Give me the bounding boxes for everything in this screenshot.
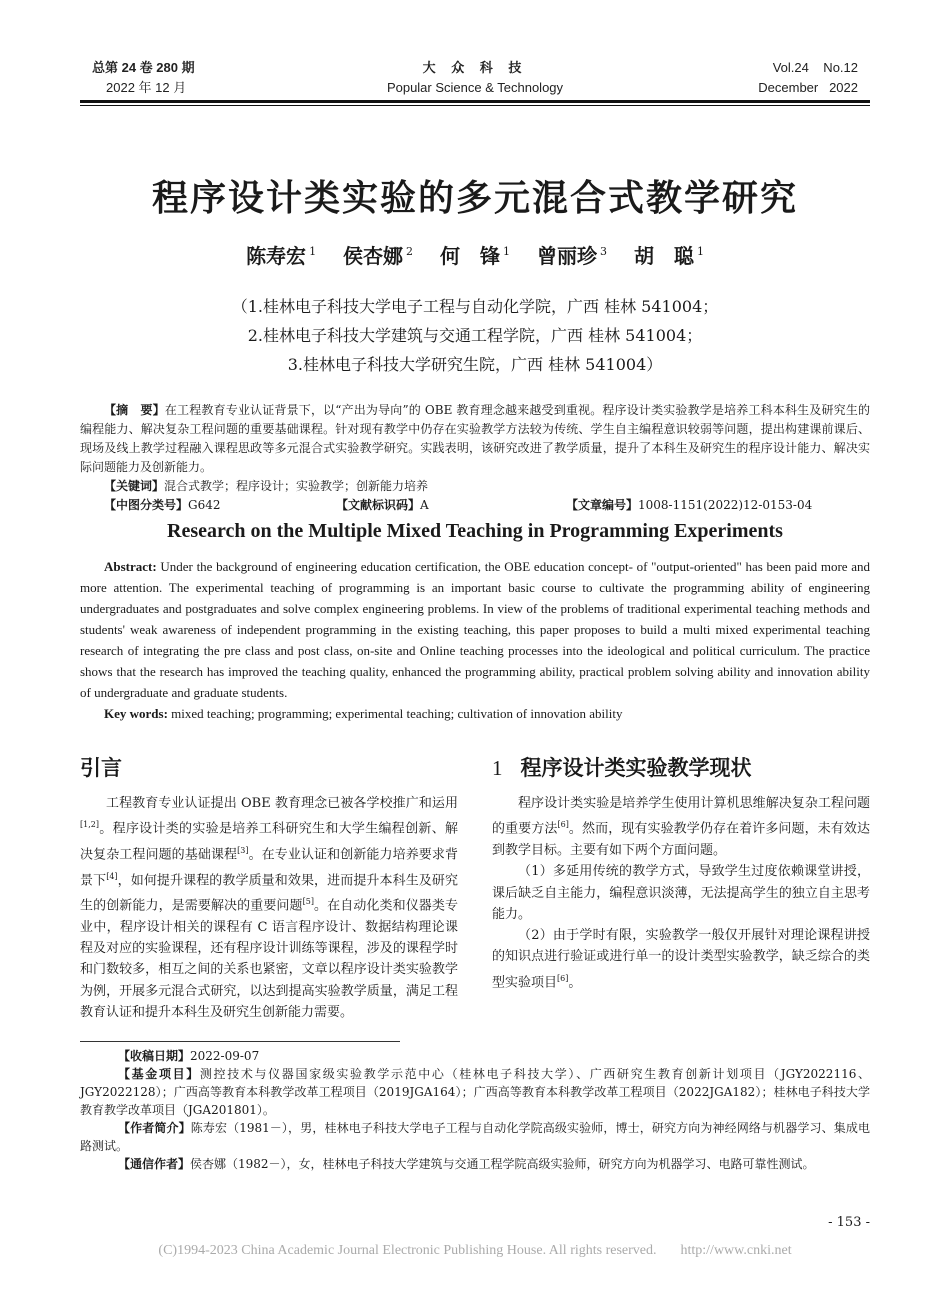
affiliation-3: 3.桂林电子科技大学研究生院，广西 桂林 541004） xyxy=(287,355,663,374)
header-issue: 总第 24 卷 280 期 xyxy=(92,60,195,75)
footnote-received: 【收稿日期】2022-09-07 xyxy=(118,1049,260,1063)
header-journal-cn: 大 众 科 技 xyxy=(422,60,528,75)
affiliations xyxy=(0,292,950,379)
section1-paragraph: （1）多延用传统的教学方式，导致学生过度依赖课堂讲授，课后缺乏自主能力，编程意识淡薄，无法提高学生的独立自主思考能力。 xyxy=(492,864,870,922)
paper-title-en: Research on the Multiple Mixed Teaching in Programming Experiments xyxy=(167,520,783,542)
column-right xyxy=(492,755,870,993)
article-no-label: 【文章编号】 xyxy=(566,498,639,512)
author-list xyxy=(0,240,950,269)
header-volume-info xyxy=(758,58,858,98)
header-volume: Vol.24 No.12 xyxy=(772,60,858,75)
paper-title: 程序设计类实验的多元混合式教学研究 xyxy=(151,178,798,219)
citation: [3] xyxy=(237,845,249,855)
page-number: - 153 - xyxy=(828,1215,870,1230)
abstract-cn-text: 在工程教育专业认证背景下，以“产出为导向”的 OBE 教育理念越来越受到重视。程序设计类实验教学是培养工科本科生及研究生的编程能力、解决复杂工程问题的重要基础课程。针对现有教学中仍存在实验教学方法较为传统、学生自主编程意识较弱等问题，提出构建课前课后、现场及线上教学过程融入课程思政等多元混合式实验教学研究。实践表明，该研究改进了教学质量，提升了本科生及研究生的程序设计能力、解决实际问题能力及创新能力。 xyxy=(80,403,870,474)
citation: [6] xyxy=(557,973,569,983)
affiliation-2: 2.桂林电子科技大学建筑与交通工程学院，广西 桂林 541004； xyxy=(247,326,703,345)
author: 曾丽珍 $^3$ xyxy=(536,244,607,268)
header-rule-thin xyxy=(80,105,870,106)
header-date-en: December 2022 xyxy=(758,80,858,95)
copyright-text: (C)1994-2023 China Academic Journal Electronic Publishing House. All rights reserved. xyxy=(158,1243,657,1258)
keywords-cn-label: 【关键词】 xyxy=(104,479,165,493)
doc-code-label: 【文献标识码】 xyxy=(336,498,421,512)
affiliation-1: （1.桂林电子科技大学电子工程与自动化学院，广西 桂林 541004； xyxy=(231,297,719,316)
keywords-en-text: mixed teaching; programming; experimental teaching; cultivation of innovation ability xyxy=(167,706,623,721)
classification-row xyxy=(80,496,870,515)
citation: [6] xyxy=(557,820,569,830)
cnki-link[interactable]: http://www.cnki.net xyxy=(680,1243,792,1258)
article-no-value: 1008-1151(2022)12-0153-04 xyxy=(638,498,813,512)
footnote-funding: 【基金项目】测控技术与仪器国家级实验教学示范中心（桂林电子科技大学）、广西研究生教育创新计划项目（JGY2022116、JGY2022128）；广西高等教育本科教学改革工程项目（2019JGA164）；广西高等教育本科教学改革工程项目（2022JGA182）；桂林电子科技大学教育教学改革项目（JGA201801）。 xyxy=(80,1067,870,1117)
citation: [5] xyxy=(302,897,314,907)
author: 陈寿宏 $^1$ xyxy=(246,244,317,268)
clc-label: 【中图分类号】 xyxy=(104,498,189,512)
clc-value: G642 xyxy=(188,498,221,512)
column-left xyxy=(80,755,458,1023)
author: 何 锋 $^1$ xyxy=(440,244,510,268)
author: 侯杏娜 $^2$ xyxy=(343,244,414,268)
footnote-author-bio: 【作者简介】陈寿宏（1981－），男，桂林电子科技大学电子工程与自动化学院高级实验师，博士，研究方向为神经网络与机器学习、集成电路测试。 xyxy=(80,1121,870,1153)
keywords-en-label: Key words: xyxy=(104,706,168,721)
doc-code-value: A xyxy=(420,498,429,512)
author: 胡 聪 $^1$ xyxy=(633,244,704,268)
section-number: 1 xyxy=(492,756,503,780)
footnotes xyxy=(80,1047,870,1173)
abstract-cn xyxy=(80,401,870,515)
citation: [1,2] xyxy=(80,820,99,830)
header-date-cn: 2022 年 12 月 xyxy=(106,80,187,95)
abstract-en-text: Under the background of engineering education certification, the OBE education concept- of "output-oriented" has been paid more and more attention. The experimental teaching of programming is an important basic course to cultivate the programming ability of engineering undergraduates and postgraduates and solve complex engineering problems. In view of the problems of traditional experimental teaching methods and students' weak awareness of independent programming in the existing teaching, this paper proposes to build a multi mixed experimental teaching research of integrating the pre class and post class, on-site and Online teaching processes into the ideological and political curriculum. The practice shows that the research has improved the teaching quality, enhanced the programming ability, practical problem solving ability and innovation ability of undergraduate and graduate students. xyxy=(80,559,874,700)
section1-paragraph: 程序设计类实验是培养学生使用计算机思维解决复杂工程问题的重要方法[6]。然而，现有实验教学仍存在着许多问题，未有效达到教学目标。主要有如下两个方面问题。 xyxy=(492,796,870,858)
footnote-corresponding-author: 【通信作者】侯杏娜（1982－），女，桂林电子科技大学建筑与交通工程学院高级实验师，研究方向为机器学习、电路可靠性测试。 xyxy=(118,1157,815,1171)
section-heading-1: 1 程序设计类实验教学现状 xyxy=(492,756,752,780)
keywords-cn-text: 混合式教学；程序设计；实验教学；创新能力培养 xyxy=(164,479,429,493)
abstract-cn-label: 【摘 要】 xyxy=(104,403,165,417)
abstract-en xyxy=(80,556,874,724)
copyright-footer xyxy=(0,1243,950,1259)
footnote-rule xyxy=(80,1041,400,1042)
header-journal-en: Popular Science & Technology xyxy=(386,80,564,95)
intro-paragraph: 工程教育专业认证提出 OBE 教育理念已被各学校推广和运用[1,2]。程序设计类的实验是培养工科研究生和大学生编程创新、解决复杂工程问题的基础课程[3]。在专业认证和创新能力培养要求背景下[4]，如何提升课程的教学质量和效果，进而提升本科生及研究生的创新能力，是需要解决的重要问题[5]。在自动化类和仪器类专业中，程序设计相关的课程有 C 语言程序设计、数据结构理论课程及对应的实验课程，还有程序设计训练等课程，涉及的课程学时和门数较多，相互之间的关系也紧密，文章以程序设计类实验教学为例，开展多元混合式研究，以达到提高实验教学质量，满足工程教育认证和提升本科生及研究生创新能力需要。 xyxy=(80,796,458,1020)
abstract-en-label: Abstract: xyxy=(104,559,157,574)
section1-paragraph: （2）由于学时有限，实验教学一般仅开展针对理论课程讲授的知识点进行验证或进行单一的设计类型实验教学，缺乏综合的类型实验项目[6]。 xyxy=(492,928,870,991)
citation: [4] xyxy=(106,871,118,881)
header-rule-thick xyxy=(80,100,870,103)
section-heading-intro: 引言 xyxy=(80,756,122,780)
